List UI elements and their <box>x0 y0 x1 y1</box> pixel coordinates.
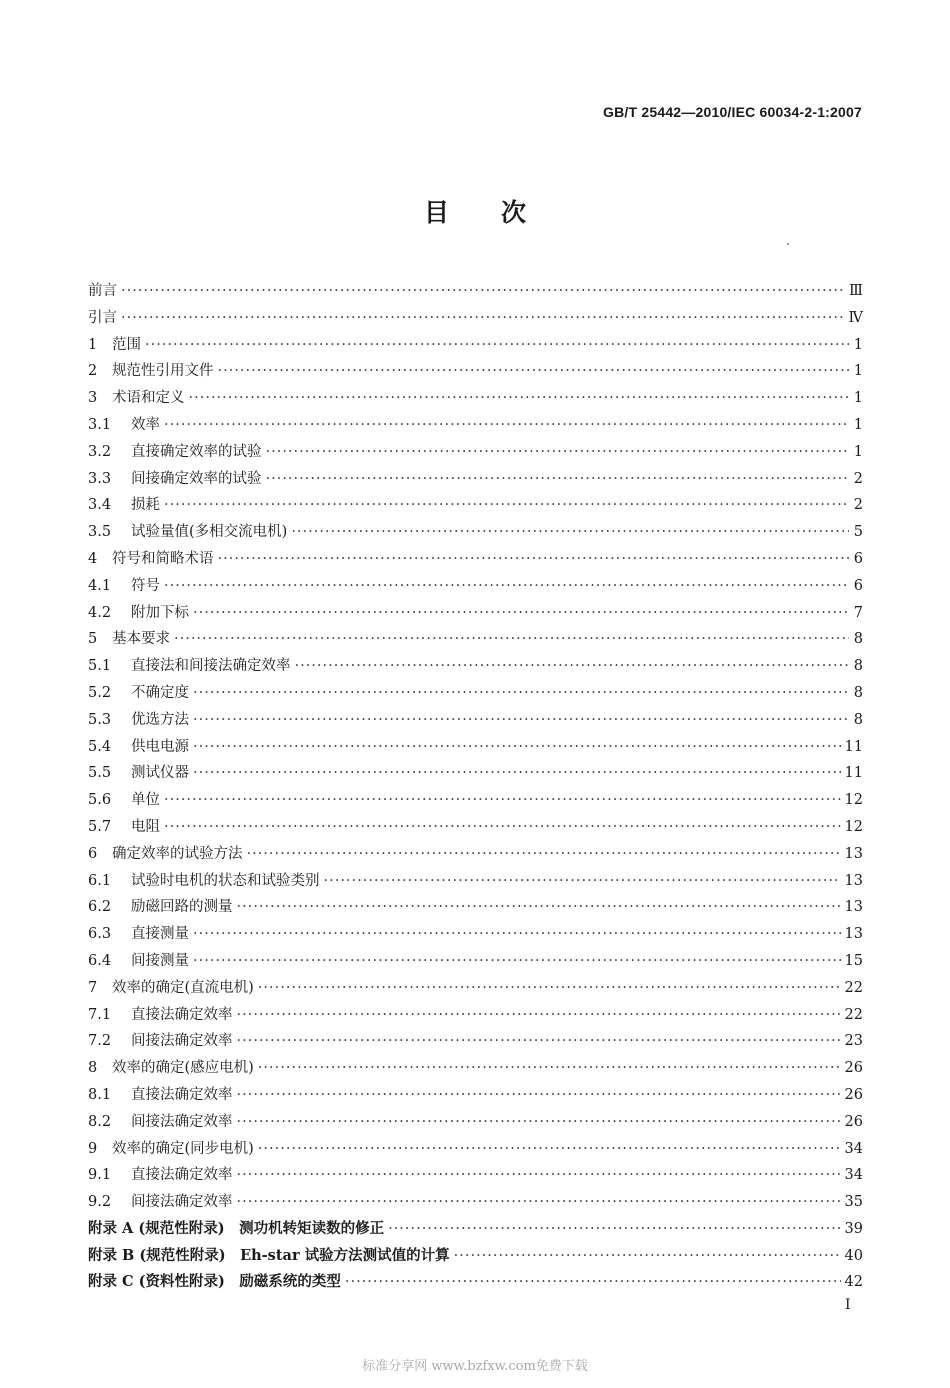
toc-entry-title: 损耗 <box>131 497 160 514</box>
toc-entry-title: 电阻 <box>131 818 160 835</box>
toc-dot-leader <box>237 1162 841 1189</box>
toc-entry-title: 术语和定义 <box>112 390 185 407</box>
toc-entry-title: 直接法确定效率 <box>131 1167 233 1184</box>
toc-entry-page: 23 <box>844 1033 863 1050</box>
toc-entry-title: 确定效率的试验方法 <box>112 845 243 862</box>
toc-entry-page: 40 <box>844 1247 863 1264</box>
page-number: I <box>845 1297 851 1313</box>
toc-entry-title: 附录 C (资料性附录) 励磁系统的类型 <box>88 1273 341 1291</box>
toc-dot-leader <box>145 332 849 359</box>
toc-entry-title: 试验量值(多相交流电机) <box>131 524 288 541</box>
toc-dot-leader <box>266 439 850 466</box>
toc-entry-page: 12 <box>844 792 863 809</box>
toc-dot-leader <box>164 573 849 600</box>
toc-dot-leader <box>237 1002 841 1029</box>
toc-entry-number: 3 <box>88 390 98 407</box>
table-of-contents <box>88 278 863 1296</box>
toc-entry-page: 5 <box>853 524 863 541</box>
toc-dot-leader <box>237 1028 841 1055</box>
page-title: 目次 <box>423 198 578 227</box>
toc-entry[interactable] <box>88 626 863 653</box>
toc-entry-page: 1 <box>853 363 863 380</box>
toc-entry-number: 9.1 <box>88 1167 112 1184</box>
toc-entry-title: 间接法确定效率 <box>131 1113 233 1130</box>
toc-entry[interactable] <box>88 734 863 761</box>
toc-entry-page: 35 <box>844 1194 863 1211</box>
toc-dot-leader <box>266 466 850 493</box>
toc-dot-leader <box>164 412 849 439</box>
toc-entry-title: 直接法确定效率 <box>131 1006 233 1023</box>
toc-entry-title: 单位 <box>131 792 160 809</box>
toc-dot-leader <box>258 975 841 1002</box>
toc-entry[interactable] <box>88 1269 863 1296</box>
toc-entry[interactable] <box>88 760 863 787</box>
toc-entry-number: 7.2 <box>88 1033 112 1050</box>
toc-entry-page: 42 <box>844 1274 863 1291</box>
toc-entry-page: 13 <box>844 926 863 943</box>
toc-entry[interactable] <box>88 1002 863 1029</box>
toc-entry-number: 5.7 <box>88 818 112 835</box>
toc-entry[interactable] <box>88 841 863 868</box>
toc-entry-page: 8 <box>853 684 863 701</box>
toc-entry-page: 34 <box>844 1167 863 1184</box>
toc-entry[interactable] <box>88 385 863 412</box>
toc-entry-number: 9 <box>88 1140 98 1157</box>
toc-dot-leader <box>345 1269 841 1296</box>
toc-entry-page: 13 <box>844 845 863 862</box>
toc-entry-page: 2 <box>853 470 863 487</box>
toc-entry-page: 8 <box>853 631 863 648</box>
toc-entry-page: 13 <box>844 899 863 916</box>
toc-entry[interactable] <box>88 1028 863 1055</box>
toc-entry-number: 6 <box>88 845 98 862</box>
toc-entry-number: 5.4 <box>88 738 112 755</box>
toc-entry[interactable] <box>88 814 863 841</box>
toc-entry-number: 3.3 <box>88 470 112 487</box>
toc-entry[interactable] <box>88 1109 863 1136</box>
toc-entry[interactable] <box>88 278 863 305</box>
toc-dot-leader <box>258 1055 841 1082</box>
toc-dot-leader <box>193 600 849 627</box>
toc-entry[interactable] <box>88 332 863 359</box>
toc-entry[interactable] <box>88 921 863 948</box>
toc-entry-number: 4 <box>88 550 98 567</box>
toc-entry-page: 26 <box>844 1060 863 1077</box>
toc-entry[interactable] <box>88 1162 863 1189</box>
toc-entry-title: 直接测量 <box>131 926 189 943</box>
toc-entry-number: 8.2 <box>88 1113 112 1130</box>
toc-dot-leader <box>218 546 850 573</box>
toc-entry-page: 7 <box>853 604 863 621</box>
toc-entry-title: 试验时电机的状态和试验类别 <box>131 872 320 889</box>
toc-entry-title: 效率的确定(同步电机) <box>112 1140 254 1157</box>
toc-entry-title: 间接法确定效率 <box>131 1194 233 1211</box>
toc-entry[interactable] <box>88 1243 863 1270</box>
toc-dot-leader <box>291 519 849 546</box>
toc-entry-page: 12 <box>844 818 863 835</box>
toc-entry[interactable] <box>88 975 863 1002</box>
toc-entry[interactable] <box>88 519 863 546</box>
toc-entry-page: 26 <box>844 1086 863 1103</box>
toc-entry-title: 不确定度 <box>131 684 189 701</box>
watermark-text: 标准分享网 www.bzfxw.com免费下载 <box>362 1359 588 1374</box>
toc-entry-title: 励磁回路的测量 <box>131 899 233 916</box>
toc-entry-page: 11 <box>844 765 863 782</box>
toc-dot-leader <box>164 492 849 519</box>
toc-dot-leader <box>189 385 850 412</box>
toc-entry-number: 7 <box>88 979 98 996</box>
toc-entry-page: 1 <box>853 416 863 433</box>
toc-entry-number: 5.1 <box>88 658 112 675</box>
toc-entry-page: 11 <box>844 738 863 755</box>
toc-entry[interactable] <box>88 466 863 493</box>
toc-dot-leader <box>258 1136 841 1163</box>
toc-entry[interactable] <box>88 600 863 627</box>
toc-entry[interactable] <box>88 573 863 600</box>
toc-entry-title: 直接确定效率的试验 <box>131 443 262 460</box>
toc-entry-title: 效率的确定(直流电机) <box>112 979 254 996</box>
toc-entry[interactable] <box>88 1082 863 1109</box>
toc-entry-page: 6 <box>853 577 863 594</box>
standard-number-header: GB/T 25442—2010/IEC 60034-2-1:2007 <box>603 104 862 120</box>
toc-dot-leader <box>454 1243 841 1270</box>
toc-entry-number: 6.4 <box>88 952 112 969</box>
toc-entry[interactable] <box>88 1055 863 1082</box>
toc-entry[interactable] <box>88 787 863 814</box>
toc-entry-number: 8.1 <box>88 1086 112 1103</box>
toc-dot-leader <box>193 760 841 787</box>
toc-entry-number: 5.5 <box>88 765 112 782</box>
toc-entry-title: 测试仪器 <box>131 765 189 782</box>
toc-dot-leader <box>193 707 849 734</box>
toc-entry[interactable] <box>88 894 863 921</box>
toc-entry-title: 范围 <box>112 336 141 353</box>
toc-entry-number: 6.1 <box>88 872 112 889</box>
toc-entry-title: 直接法和间接法确定效率 <box>131 658 291 675</box>
toc-entry-page: 22 <box>844 979 863 996</box>
toc-entry-page: 13 <box>844 872 863 889</box>
toc-entry-title: 引言 <box>88 309 117 326</box>
toc-dot-leader <box>237 1082 841 1109</box>
toc-entry-title: 基本要求 <box>112 631 170 648</box>
toc-entry-number: 8 <box>88 1060 98 1077</box>
toc-entry[interactable] <box>88 546 863 573</box>
toc-entry-title: 附加下标 <box>131 604 189 621</box>
toc-entry-title: 间接测量 <box>131 952 189 969</box>
toc-entry-page: 26 <box>844 1113 863 1130</box>
toc-dot-leader <box>164 814 841 841</box>
toc-entry-number: 4.1 <box>88 577 112 594</box>
toc-dot-leader <box>237 1109 841 1136</box>
toc-entry-number: 3.5 <box>88 524 112 541</box>
toc-entry-title: 间接确定效率的试验 <box>131 470 262 487</box>
toc-entry-page: 1 <box>853 443 863 460</box>
toc-entry-title: 效率 <box>131 416 160 433</box>
toc-dot-leader <box>193 921 841 948</box>
toc-entry-number: 6.3 <box>88 926 112 943</box>
toc-entry-page: 15 <box>844 952 863 969</box>
toc-entry-page: Ⅲ <box>849 283 863 299</box>
toc-entry-number: 6.2 <box>88 899 112 916</box>
toc-entry[interactable] <box>88 358 863 385</box>
toc-entry-title: 符号 <box>131 577 160 594</box>
toc-entry-title: 直接法确定效率 <box>131 1086 233 1103</box>
toc-entry-title: 符号和简略术语 <box>112 550 214 567</box>
toc-entry-title: 效率的确定(感应电机) <box>112 1060 254 1077</box>
toc-entry-title: 规范性引用文件 <box>112 363 214 380</box>
toc-entry[interactable] <box>88 305 863 332</box>
toc-entry-page: 39 <box>844 1220 863 1237</box>
scan-speck <box>787 243 789 245</box>
toc-entry-title: 优选方法 <box>131 711 189 728</box>
toc-dot-leader <box>121 305 845 332</box>
toc-entry-page: 6 <box>853 550 863 567</box>
toc-entry[interactable] <box>88 868 863 895</box>
toc-entry-page: 8 <box>853 658 863 675</box>
toc-dot-leader <box>295 653 850 680</box>
toc-dot-leader <box>193 948 841 975</box>
toc-entry-page: 2 <box>853 497 863 514</box>
toc-dot-leader <box>388 1216 840 1243</box>
toc-entry[interactable] <box>88 680 863 707</box>
toc-dot-leader <box>237 894 841 921</box>
toc-entry[interactable] <box>88 653 863 680</box>
toc-entry[interactable] <box>88 1216 863 1243</box>
toc-dot-leader <box>174 626 849 653</box>
toc-entry-number: 3.2 <box>88 443 112 460</box>
toc-entry-number: 3.4 <box>88 497 112 514</box>
toc-entry-title: 附录 B (规范性附录) Eh-star 试验方法测试值的计算 <box>88 1246 450 1264</box>
toc-dot-leader <box>247 841 841 868</box>
toc-entry[interactable] <box>88 1189 863 1216</box>
toc-entry[interactable] <box>88 412 863 439</box>
toc-entry-title: 附录 A (规范性附录) 测功机转矩读数的修正 <box>88 1219 385 1237</box>
toc-entry[interactable] <box>88 492 863 519</box>
toc-entry-number: 1 <box>88 336 98 353</box>
toc-entry-number: 7.1 <box>88 1006 112 1023</box>
toc-entry-number: 4.2 <box>88 604 112 621</box>
toc-entry[interactable] <box>88 707 863 734</box>
toc-entry-number: 3.1 <box>88 416 112 433</box>
toc-entry[interactable] <box>88 948 863 975</box>
toc-dot-leader <box>121 278 845 305</box>
toc-entry-title: 供电电源 <box>131 738 189 755</box>
toc-entry-number: 9.2 <box>88 1194 112 1211</box>
toc-entry-page: Ⅳ <box>848 309 863 326</box>
toc-entry-page: 1 <box>853 336 863 353</box>
toc-entry-page: 1 <box>853 390 863 407</box>
toc-entry-number: 5.2 <box>88 684 112 701</box>
toc-dot-leader <box>164 787 841 814</box>
toc-entry-title: 前言 <box>88 283 117 299</box>
toc-entry-number: 2 <box>88 363 98 380</box>
toc-entry-page: 22 <box>844 1006 863 1023</box>
toc-dot-leader <box>237 1189 841 1216</box>
toc-entry[interactable] <box>88 1136 863 1163</box>
toc-entry-page: 34 <box>844 1140 863 1157</box>
toc-dot-leader <box>324 868 841 895</box>
toc-entry-number: 5 <box>88 631 98 648</box>
toc-dot-leader <box>193 734 841 761</box>
toc-entry[interactable] <box>88 439 863 466</box>
toc-entry-title: 间接法确定效率 <box>131 1033 233 1050</box>
toc-dot-leader <box>193 680 849 707</box>
toc-entry-number: 5.3 <box>88 711 112 728</box>
toc-entry-number: 5.6 <box>88 792 112 809</box>
toc-dot-leader <box>218 358 850 385</box>
toc-entry-page: 8 <box>853 711 863 728</box>
